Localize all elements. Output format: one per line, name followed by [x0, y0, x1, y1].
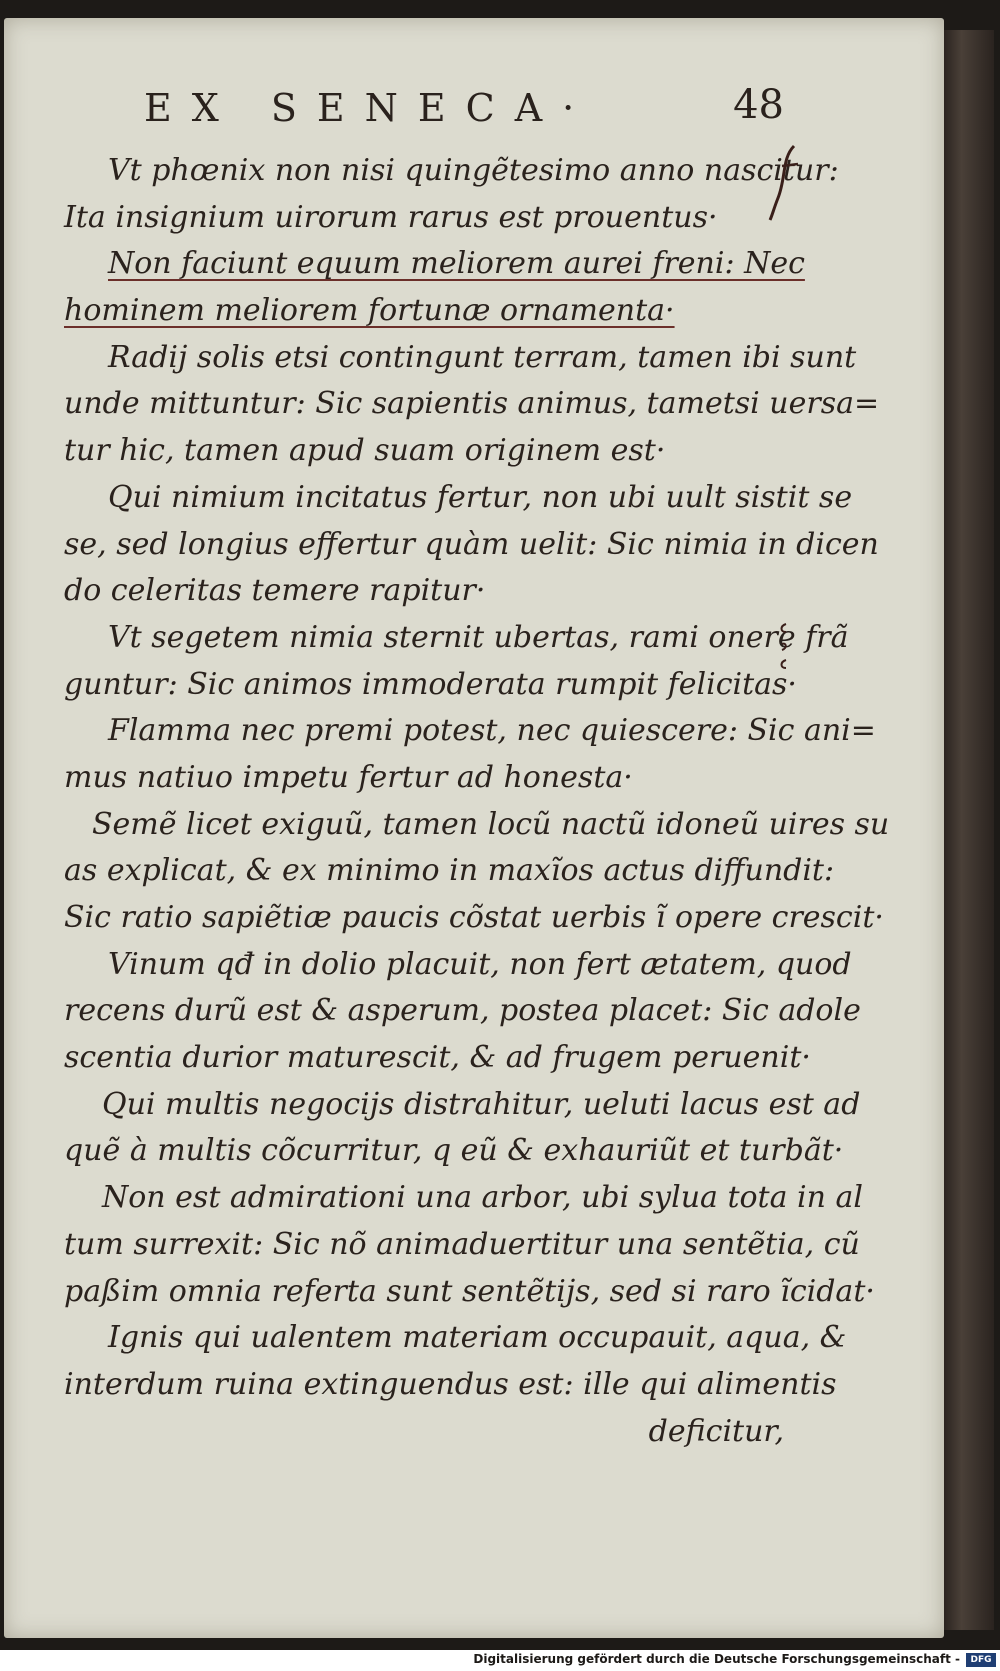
catchword: deficitur,: [648, 1413, 784, 1449]
dfg-logo: DFG: [966, 1653, 996, 1667]
text-line: guntur: Sic animos immoderata rumpit felicitas·: [64, 666, 797, 702]
text-line: scentia durior maturescit, & ad frugem peruenit·: [64, 1040, 811, 1076]
text-line: Radij solis etsi contingunt terram, tamen ibi sunt: [108, 339, 857, 375]
text-line: Non faciunt equum meliorem aurei freni: Nec: [108, 246, 805, 282]
text-line: Qui multis negocijs distrahitur, ueluti lacus est ad: [102, 1086, 861, 1122]
text-line: interdum ruina extinguendus est: ille qui alimentis: [64, 1366, 837, 1402]
text-line: Qui nimium incitatus fertur, non ubi uult sistit se: [108, 479, 853, 515]
text-line: Flamma nec premi potest, nec quiescere: Sic ani=: [108, 713, 876, 749]
funding-credit: Digitalisierung gefördert durch die Deutsche Forschungsgemeinschaft -: [473, 1652, 960, 1666]
page-header: [144, 78, 784, 138]
text-line: Ignis qui ualentem materiam occupauit, aqua, &: [108, 1320, 847, 1356]
text-line: Vt segetem nimia sternit ubertas, rami onere frã: [108, 619, 849, 655]
text-line: Sic ratio sapiẽtiæ paucis cõstat uerbis ĩ opere crescit·: [64, 900, 884, 935]
book-page: [4, 18, 944, 1638]
text-line: recens durũ est & asperum, postea placet: Sic adole: [64, 993, 861, 1029]
margin-annotation-mark: [772, 618, 796, 674]
text-line: paßim omnia referta sunt sentẽtijs, sed si raro ĩcidat·: [64, 1273, 875, 1309]
margin-bracket-mark: [764, 138, 804, 228]
text-line: Non est admirationi una arbor, ubi sylua tota in al: [102, 1180, 863, 1216]
text-line: tum surrexit: Sic nõ animaduertitur una sentẽtia, cũ: [64, 1226, 860, 1262]
text-line: Vt phœnix non nisi quingẽtesimo anno nascitur:: [108, 153, 839, 188]
text-line: se, sed longius effertur quàm uelit: Sic nimia in dicen: [64, 526, 879, 562]
book-fore-edge: [944, 30, 994, 1630]
page-number: 48: [733, 82, 784, 128]
digitization-footer: [0, 1650, 1000, 1671]
text-line: quẽ à multis cõcurritur, q eũ & exhauriũt et turbãt·: [64, 1133, 844, 1169]
text-line: do celeritas temere rapitur·: [64, 573, 486, 609]
running-title: EX SENECA·: [144, 86, 595, 130]
text-line: mus natiuo impetu fertur ad honesta·: [64, 759, 633, 795]
text-line: as explicat, & ex minimo in maxĩos actus diffundit:: [64, 853, 835, 889]
text-line: hominem meliorem fortunæ ornamenta·: [64, 293, 675, 329]
text-line: Ita insignium uirorum rarus est prouentus·: [64, 199, 718, 235]
text-line: unde mittuntur: Sic sapientis animus, tametsi uersa=: [64, 386, 880, 422]
text-line: Vinum qđ in dolio placuit, non fert ætatem, quod: [108, 946, 852, 982]
body-text: [64, 148, 890, 1455]
text-line: Semẽ licet exiguũ, tamen locũ nactũ idoneũ uires su: [92, 806, 890, 842]
text-line: tur hic, tamen apud suam originem est·: [64, 433, 666, 469]
